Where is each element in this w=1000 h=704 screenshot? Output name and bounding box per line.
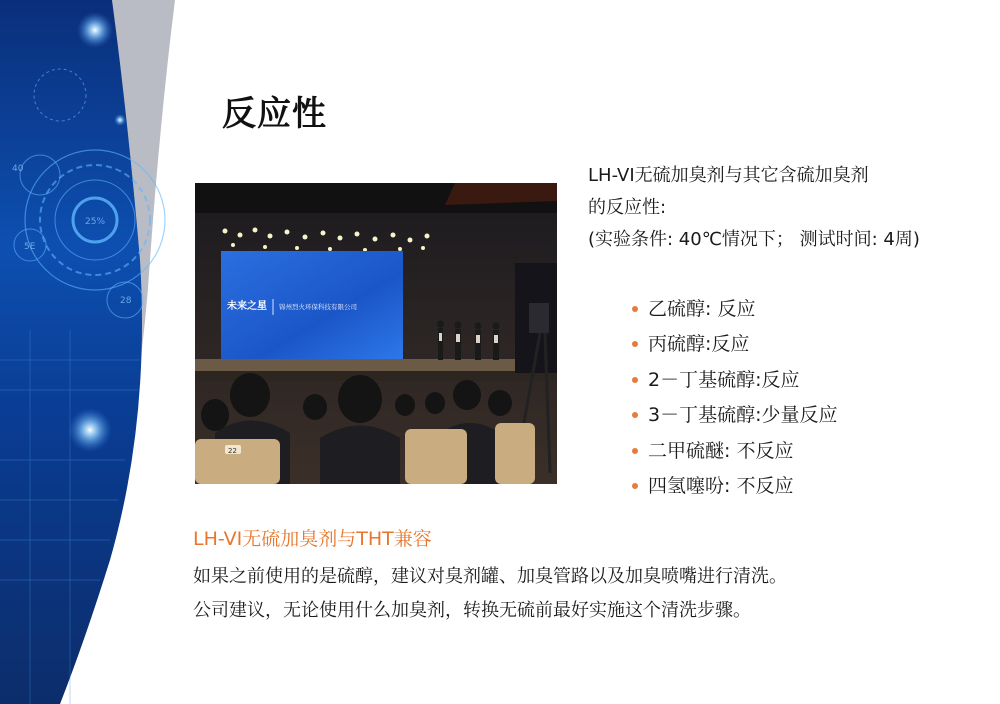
svg-text:40: 40 (12, 164, 24, 174)
list-item: 乙硫醇: 反应 (632, 292, 838, 327)
bullet-dot-icon (632, 448, 638, 454)
list-item: 2－丁基硫醇:反应 (632, 363, 838, 398)
svg-text:5E: 5E (24, 242, 36, 252)
bullet-dot-icon (632, 377, 638, 383)
screen-company: 锦州烈火环保科技有限公司 (279, 303, 357, 311)
bullet-dot-icon (632, 412, 638, 418)
list-item: 四氢噻吩: 不反应 (632, 469, 838, 504)
reactivity-intro (588, 160, 920, 256)
bullet-dot-icon (632, 306, 638, 312)
svg-text:25%: 25% (85, 217, 106, 227)
seat-number: 22 (228, 447, 237, 455)
cleaning-advice: 如果之前使用的是硫醇，建议对臭剂罐、加臭管路以及加臭喷嘴进行清洗。 (193, 566, 787, 587)
reactivity-list (632, 292, 838, 504)
list-item: 3－丁基硫醇:少量反应 (632, 398, 838, 433)
intro-conditions: (实验条件: 40℃情况下； 测试时间: 4周) (588, 229, 920, 250)
event-photo (195, 183, 557, 484)
screen-title: 未来之星 (227, 301, 267, 312)
intro-line-1: LH-VI无硫加臭剂与其它含硫加臭剂 (588, 165, 869, 186)
svg-text:28: 28 (120, 296, 132, 306)
intro-line-2: 的反应性: (588, 197, 667, 218)
bullet-dot-icon (632, 483, 638, 489)
list-item: 丙硫醇:反应 (632, 327, 838, 362)
compatibility-heading: LH-VI无硫加臭剂与THT兼容 (193, 528, 432, 550)
bullet-dot-icon (632, 341, 638, 347)
company-recommendation: 公司建议，无论使用什么加臭剂，转换无硫前最好实施这个清洗步骤。 (193, 600, 751, 621)
list-item: 二甲硫醚: 不反应 (632, 434, 838, 469)
decorative-tech-panel (0, 0, 175, 704)
page-title: 反应性 (222, 94, 327, 134)
